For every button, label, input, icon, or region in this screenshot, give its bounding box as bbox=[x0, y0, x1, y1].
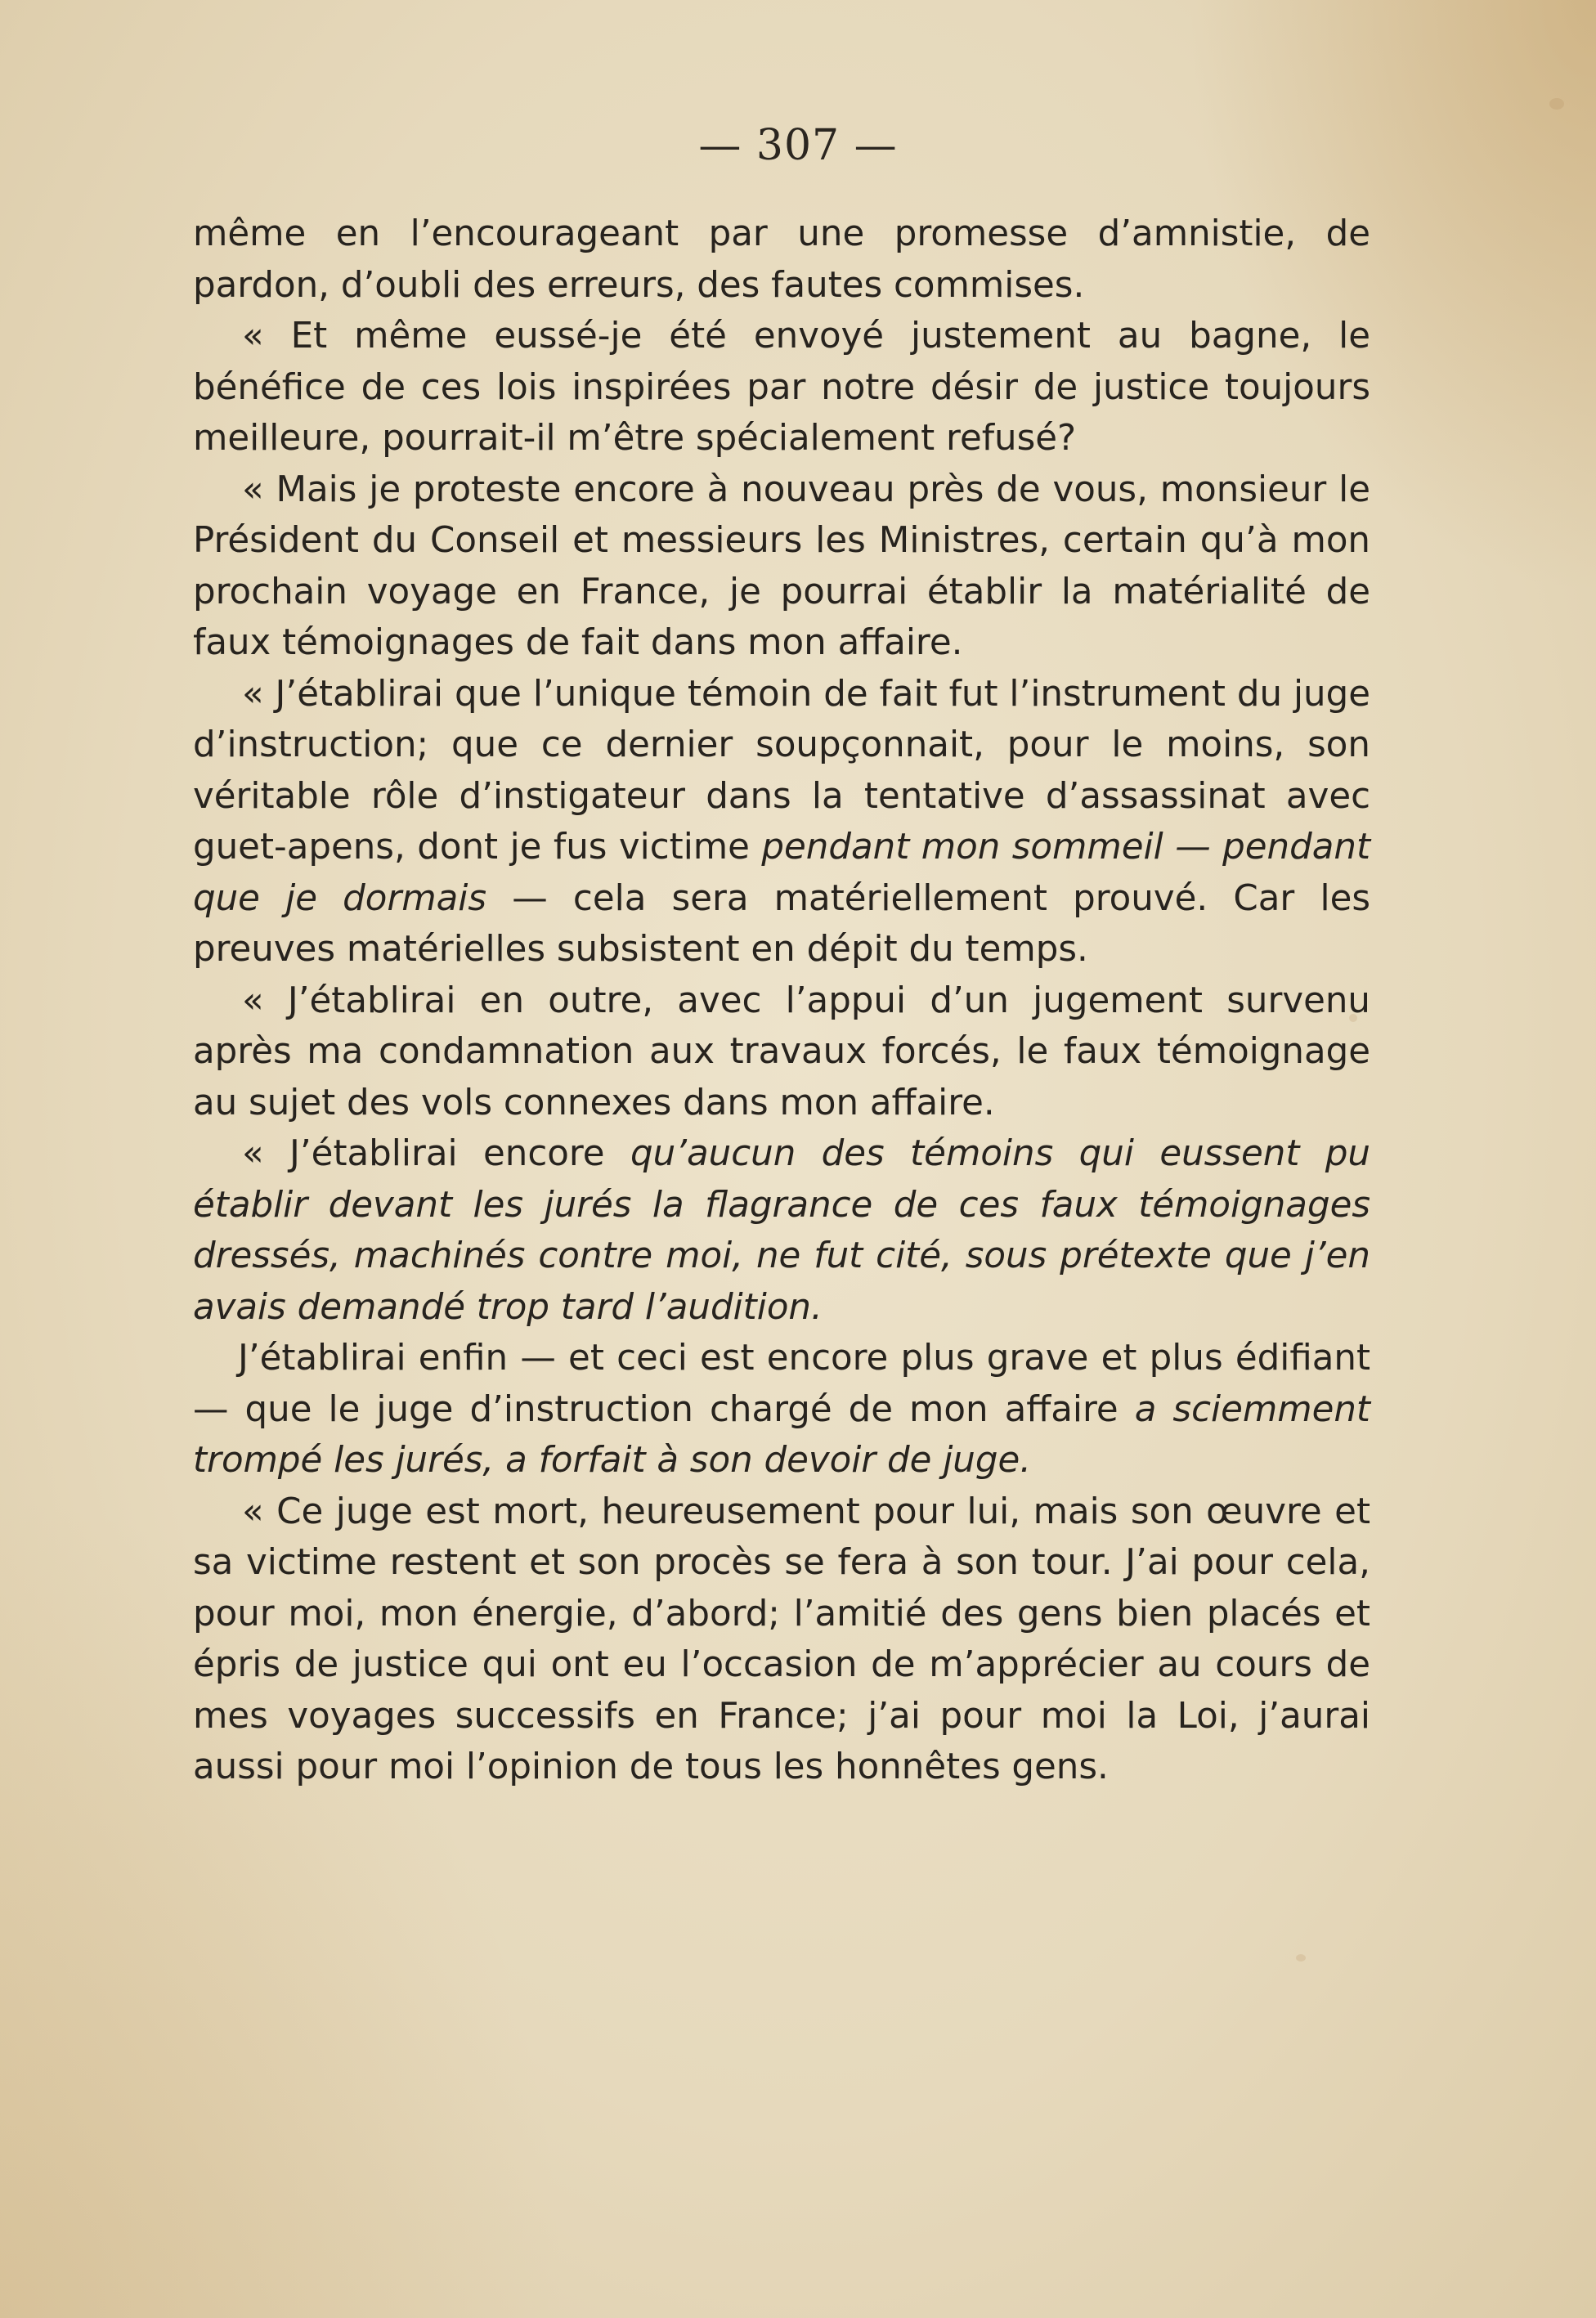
paper-stain bbox=[1549, 98, 1564, 110]
paragraph-text: — cela sera matériellement prouvé. Car les preuves matérielles subsistent en dépit du temps. bbox=[193, 877, 1370, 970]
paragraph-italic-text: pendant mon sommeil — pendant que je dormais bbox=[193, 827, 1370, 919]
paragraph bbox=[193, 669, 1370, 975]
page-number: — 307 — bbox=[698, 121, 898, 170]
paragraph-text: « Et même eussé-je été envoyé justement au bagne, le bénéfice de ces lois inspirées par notre désir de justice toujours meilleure, pourrait-il m’être spécialement refusé? bbox=[193, 316, 1370, 459]
paragraph bbox=[193, 1333, 1370, 1486]
paragraph bbox=[193, 1128, 1370, 1333]
body-text bbox=[193, 208, 1370, 1793]
paragraph bbox=[193, 311, 1370, 464]
paragraph-text: « J’établirai en outre, avec l’appui d’un jugement survenu après ma condamnation aux travaux forcés, le faux témoignage au sujet des vols connexes dans mon affaire. bbox=[193, 980, 1370, 1123]
paragraph bbox=[193, 464, 1370, 669]
paragraph-text: « Mais je proteste encore à nouveau près de vous, monsieur le Président du Conseil et messieurs les Ministres, certain qu’à mon prochain voyage en France, je pourrai établir la matérialité de faux témoignages de fait dans mon affaire. bbox=[193, 469, 1370, 663]
paragraph-text: « J’établirai encore bbox=[242, 1133, 630, 1174]
paragraph-text: même en l’encourageant par une promesse d’amnistie, de pardon, d’oubli des erreurs, des fautes commises. bbox=[193, 213, 1370, 306]
paragraph-text: « Ce juge est mort, heureusement pour lui, mais son œuvre et sa victime restent et son procès se fera à son tour. J’ai pour cela, pour moi, mon énergie, d’abord; l’amitié des gens bien placés et épris de justice qui ont eu l’occasion de m’apprécier au cours de mes voyages successifs en France; j’ai pour moi la Loi, j’aurai aussi pour moi l’opinion de tous les honnêtes gens. bbox=[193, 1491, 1370, 1787]
paragraph-text: J’établirai enfin — et ceci est encore plus grave et plus édifiant — que le juge d’instruction chargé de mon affaire bbox=[193, 1338, 1370, 1430]
paragraph bbox=[193, 1486, 1370, 1793]
paragraph-text: « J’établirai que l’unique témoin de fait fut l’instrument du juge d’instruction; que ce dernier soupçonnait, pour le moins, son véritable rôle d’instigateur dans la tentative d’assassinat avec guet-apens, dont je fus victime bbox=[193, 673, 1370, 868]
paragraph bbox=[193, 975, 1370, 1129]
paragraph-italic-text: a sciemment trompé les jurés, a forfait à son devoir de juge. bbox=[193, 1388, 1370, 1481]
paper-stain bbox=[1296, 1954, 1306, 1962]
paragraph-italic-text: qu’aucun des témoins qui eussent pu établir devant les jurés la flagrance de ces faux témoignages dressés, machinés contre moi, ne fut cité, sous prétexte que j’en avais demandé trop tard l’audition. bbox=[193, 1133, 1370, 1328]
paragraph bbox=[193, 208, 1370, 311]
